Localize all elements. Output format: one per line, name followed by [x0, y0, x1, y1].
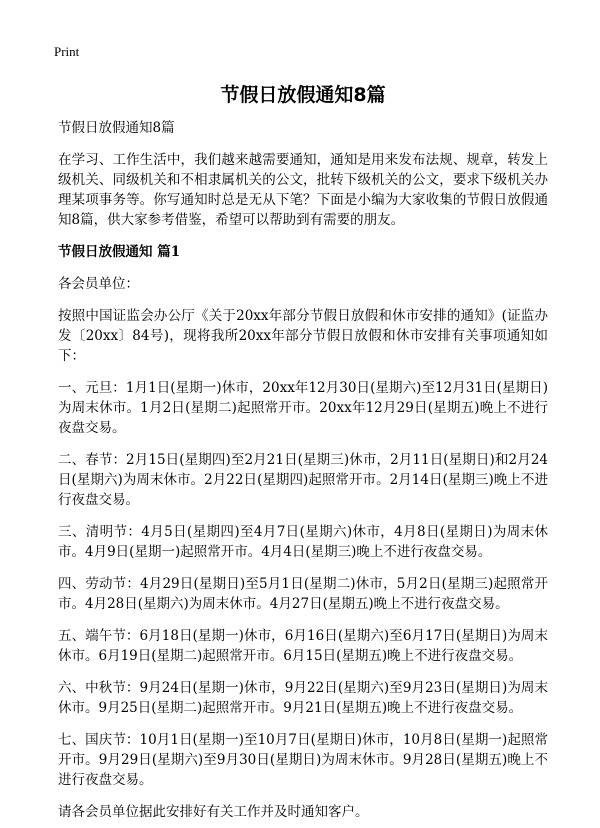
holiday-item-national-day: 七、国庆节：10月1日(星期一)至10月7日(星期日)休市，10月8日(星期一)起照常开市。9月29日(星期六)至9月30日(星期日)为周末休市。9月28日(星期五)晚上不进行夜盘交易。	[58, 732, 548, 788]
opening-paragraph: 按照中国证监会办公厅《关于20xx年部分节假日放假和休市安排的通知》(证监办发〔20xx〕84号)，现将我所20xx年部分节假日放假和休市安排有关事项通知如下：	[58, 308, 548, 364]
closing-paragraph: 请各会员单位据此安排好有关工作并及时通知客户。	[58, 804, 369, 820]
document-title: 节假日放假通知8篇	[220, 84, 386, 106]
print-label: Print	[54, 44, 80, 59]
document-subtitle: 节假日放假通知8篇	[58, 120, 175, 136]
holiday-item-dragon-boat: 五、端午节：6月18日(星期一)休市，6月16日(星期六)至6月17日(星期日)为周末休市。6月19日(星期二)起照常开市。6月15日(星期五)晚上不进行夜盘交易。	[58, 628, 548, 664]
section-heading: 节假日放假通知 篇1	[58, 244, 181, 260]
holiday-item-mid-autumn: 六、中秋节：9月24日(星期一)休市，9月22日(星期六)至9月23日(星期日)为周末休市。9月25日(星期二)起照常开市。9月21日(星期五)晚上不进行夜盘交易。	[58, 680, 548, 716]
intro-paragraph: 在学习、工作生活中，我们越来越需要通知，通知是用来发布法规、规章，转发上级机关、同级机关和不相隶属机关的公文，批转下级机关的公文，要求下级机关办理某项事务等。你写通知时总是无从下笔？下面是小编为大家收集的节假日放假通知8篇，供大家参考借鉴，希望可以帮助到有需要的朋友。	[58, 152, 548, 228]
holiday-item-spring-festival: 二、春节：2月15日(星期四)至2月21日(星期三)休市，2月11日(星期日)和2月24日(星期六)为周末休市。2月22日(星期四)起照常开市。2月14日(星期三)晚上不进行夜盘交易。	[58, 452, 548, 508]
holiday-item-new-year: 一、元旦：1月1日(星期一)休市，20xx年12月30日(星期六)至12月31日(星期日)为周末休市。1月2日(星期二)起照常开市。20xx年12月29日(星期五)晚上不进行夜盘交易。	[58, 380, 548, 436]
salutation: 各会员单位：	[58, 276, 139, 292]
holiday-item-labor-day: 四、劳动节：4月29日(星期日)至5月1日(星期二)休市，5月2日(星期三)起照常开市。4月28日(星期六)为周末休市。4月27日(星期五)晚上不进行夜盘交易。	[58, 576, 548, 612]
holiday-item-qingming: 三、清明节：4月5日(星期四)至4月7日(星期六)休市，4月8日(星期日)为周末休市。4月9日(星期一)起照常开市。4月4日(星期三)晚上不进行夜盘交易。	[58, 524, 548, 560]
